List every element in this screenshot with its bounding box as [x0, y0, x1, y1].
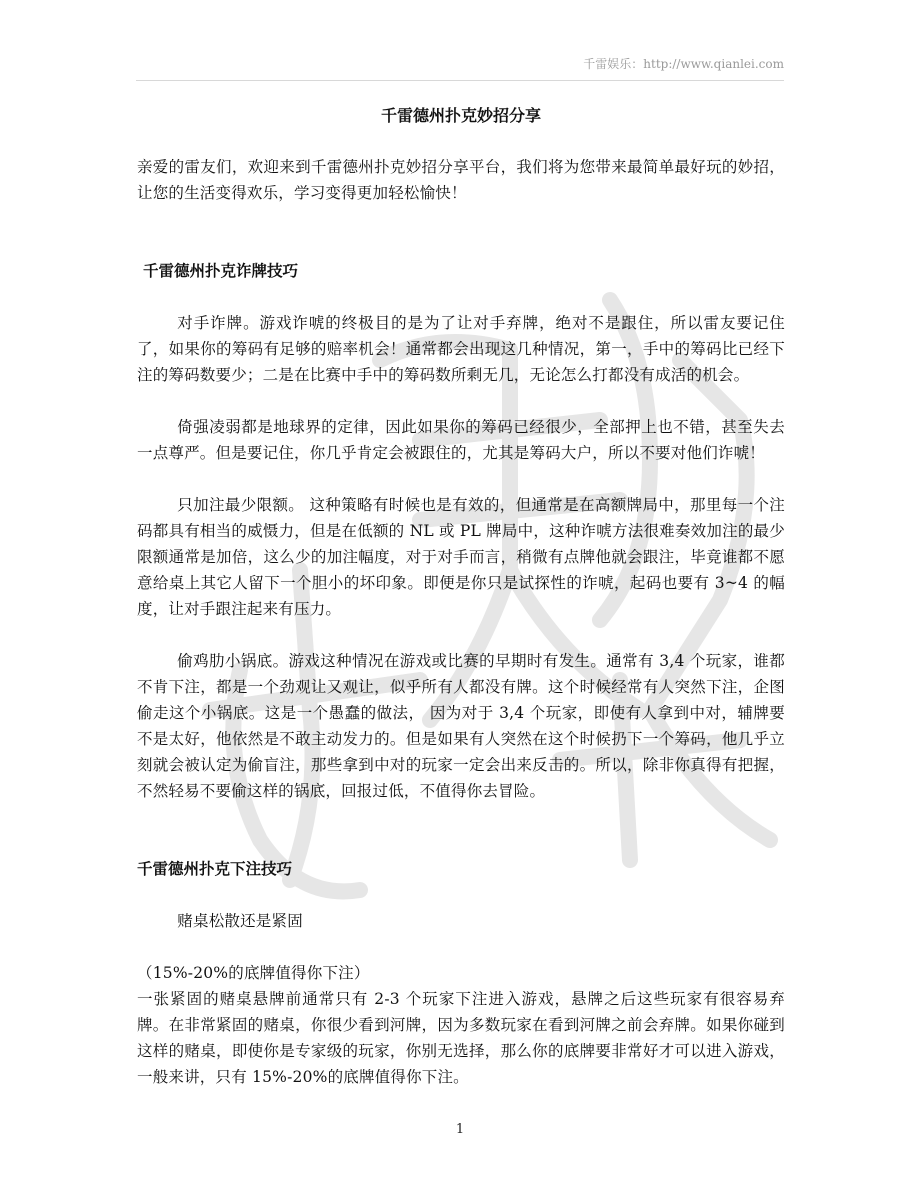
spacer — [137, 466, 785, 492]
spacer — [137, 388, 785, 414]
bluff-paragraph-2: 倚强凌弱都是地球界的定律，因此如果你的筹码已经很少，全部押上也不错，甚至失去一点尊严。但是要记住，你几乎肯定会被跟住的，尤其是筹码大户，所以不要对他们诈唬！ — [137, 418, 785, 462]
bluff-paragraph-3: 只加注最少限额。 这种策略有时候也是有效的，但通常是在高额牌局中，那里每一个注码都具有相当的威慑力，但是在低额的 NL 或 PL 牌局中，这种诈唬方法很难奏效加注的最少限额通常是加倍，这么少的加注幅度，对于对手而言，稍微有点牌他就会跟注，毕竟谁都不愿意给桌上其它人留下一个胆小的坏印象。即便是你只是试探性的诈唬，起码也要有 3~4 的幅度，让对手跟注起来有压力。 — [137, 496, 785, 618]
spacer — [137, 284, 785, 310]
spacer — [137, 804, 785, 856]
spacer — [137, 934, 785, 960]
document-body — [137, 104, 785, 1090]
header-site-text: 千雷娱乐：http://www.qianlei.com — [583, 57, 784, 71]
header-divider — [136, 80, 784, 81]
spacer — [137, 622, 785, 648]
betting-note: （15%-20%的底牌值得你下注） — [137, 964, 370, 982]
spacer — [137, 882, 785, 908]
betting-paragraph: 一张紧固的赌桌悬牌前通常只有 2-3 个玩家下注进入游戏，悬牌之后这些玩家有很容易弃牌。在非常紧固的赌桌，你很少看到河牌，因为多数玩家在看到河牌之前会弃牌。如果你碰到这样的赌桌，即使你是专家级的玩家，你别无选择，那么你的底牌要非常好才可以进入游戏，一般来讲，只有 15%-20%的底牌值得你下注。 — [137, 990, 785, 1086]
document-title: 千雷德州扑克妙招分享 — [380, 106, 541, 125]
intro-paragraph: 亲爱的雷友们，欢迎来到千雷德州扑克妙招分享平台，我们将为您带来最简单最好玩的妙招，让您的生活变得欢乐，学习变得更加轻松愉快！ — [137, 158, 785, 202]
bluff-paragraph-1: 对手诈牌。游戏诈唬的终极目的是为了让对手弃牌，绝对不是跟住，所以雷友要记住了，如果你的筹码有足够的赔率机会！通常都会出现这几种情况，第一，手中的筹码比已经下注的筹码数要少；二是在比赛中手中的筹码数所剩无几，无论怎么打都没有成活的机会。 — [137, 314, 785, 384]
bluff-paragraph-4: 偷鸡肋小锅底。游戏这种情况在游戏或比赛的早期时有发生。通常有 3,4 个玩家，谁都不肯下注，都是一个劲观让又观让，似乎所有人都没有牌。这个时候经常有人突然下注，企图偷走这个小锅底。这是一个愚蠢的做法， 因为对于 3,4 个玩家，即使有人拿到中对，辅牌要不是太好，他依然是不敢主动发力的。但是如果有人突然在这个时候扔下一个筹码，他几乎立刻就会被认定为偷盲注，那些拿到中对的玩家一定会出来反击的。所以，除非你真得有把握，不然轻易不要偷这样的锅底，回报过低，不值得你去冒险。 — [137, 652, 785, 800]
section-heading-betting: 千雷德州扑克下注技巧 — [137, 859, 293, 878]
spacer — [137, 206, 785, 258]
betting-subheading: 赌桌松散还是紧固 — [177, 912, 303, 930]
section-heading-bluff: 千雷德州扑克诈牌技巧 — [143, 261, 299, 280]
page-number: 1 — [455, 1122, 465, 1137]
